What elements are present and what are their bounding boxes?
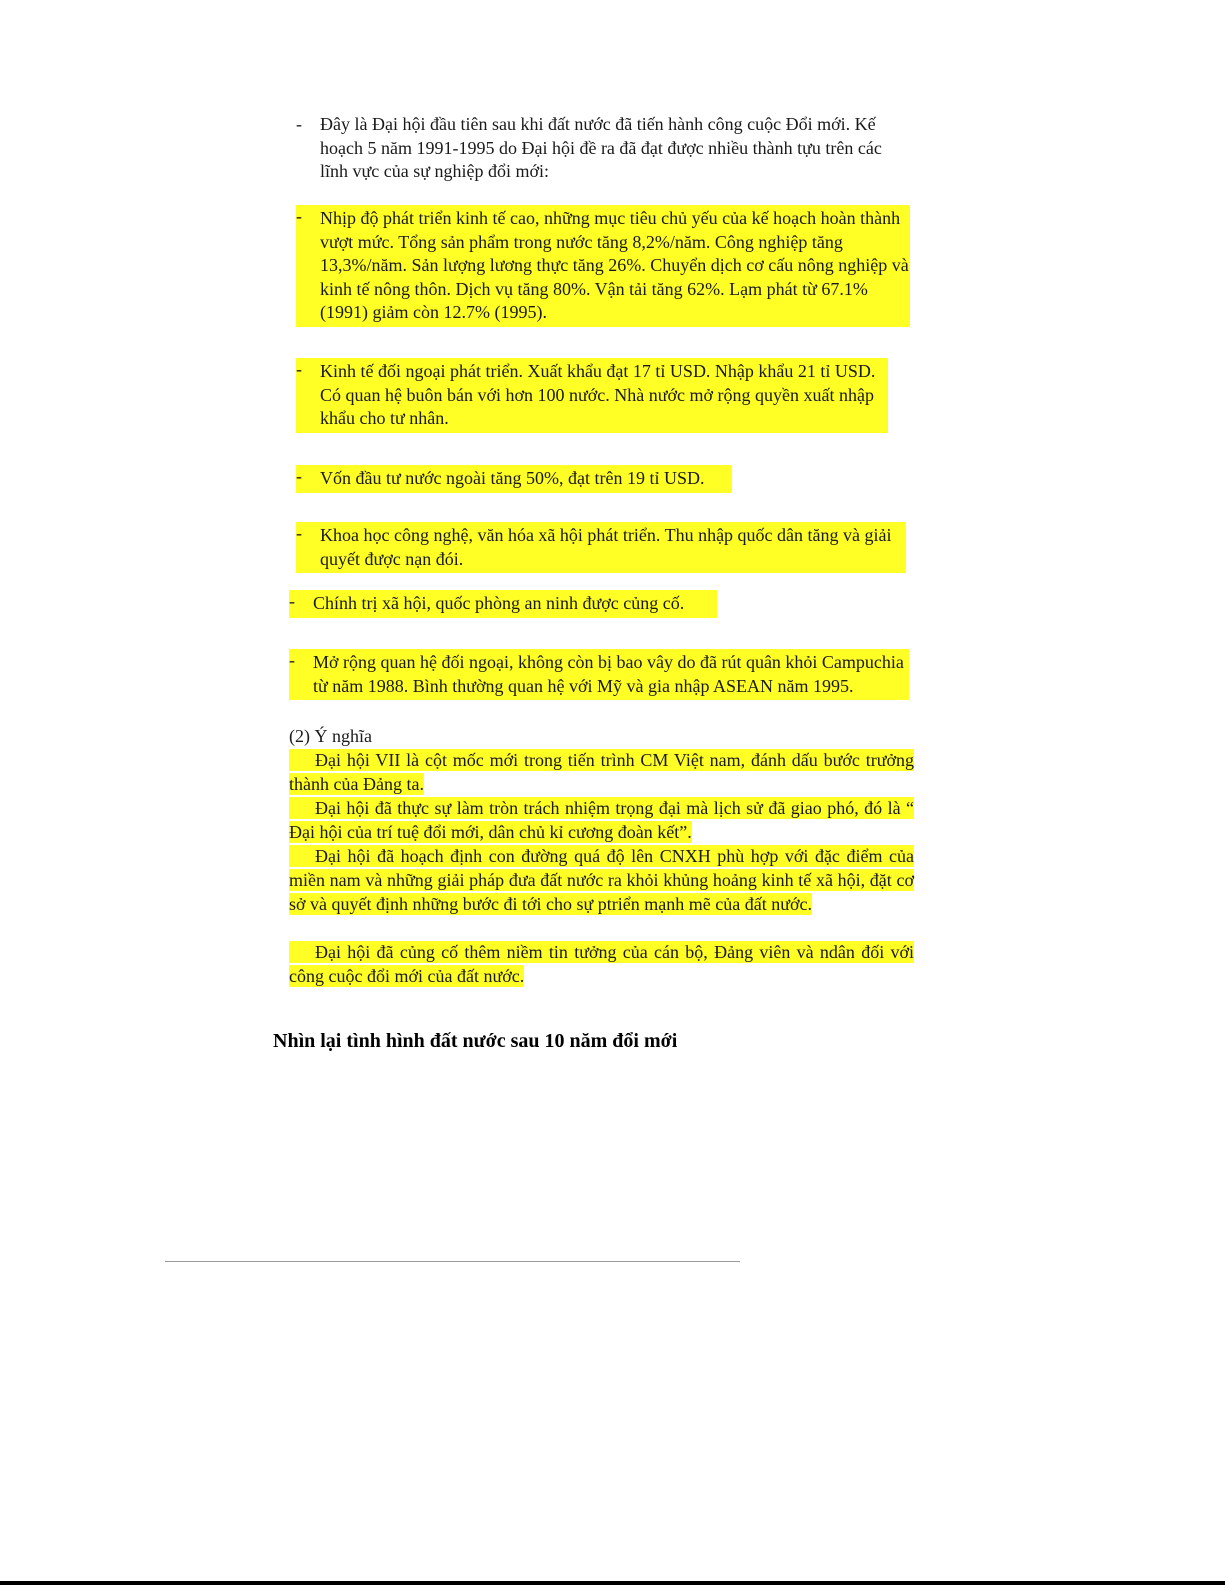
footnote-separator bbox=[165, 1261, 740, 1262]
bullet-item bbox=[296, 113, 896, 184]
bullet-item-highlighted bbox=[296, 522, 906, 573]
bullet-text: Vốn đầu tư nước ngoài tăng 50%, đạt trên 19 tỉ USD. bbox=[320, 468, 705, 488]
bullet-dash: - bbox=[296, 466, 302, 486]
bullet-text: Mở rộng quan hệ đối ngoại, không còn bị bao vây do đã rút quân khỏi Campuchia từ năm 1988. Bình thường quan hệ với Mỹ và gia nhập ASEAN năm 1995. bbox=[313, 652, 904, 696]
bullet-text: Khoa học công nghệ, văn hóa xã hội phát triển. Thu nhập quốc dân tăng và giải quyết được nạn đói. bbox=[320, 525, 892, 569]
meaning-paragraph bbox=[289, 844, 914, 916]
bullet-text: Kinh tế đối ngoại phát triển. Xuất khẩu đạt 17 tỉ USD. Nhập khẩu 21 tỉ USD. Có quan hệ buôn bán với hơn 100 nước. Nhà nước mở rộng quyền xuất nhập khẩu cho tư nhân. bbox=[320, 361, 876, 428]
section-heading: Nhìn lại tình hình đất nước sau 10 năm đổi mới bbox=[273, 1030, 678, 1052]
bullet-dash: - bbox=[289, 650, 295, 670]
bullet-dash: - bbox=[296, 114, 302, 134]
bullet-item-highlighted bbox=[296, 358, 888, 433]
bullet-item-highlighted bbox=[289, 649, 909, 700]
bullet-item-highlighted bbox=[289, 590, 717, 618]
bullet-item-highlighted bbox=[296, 205, 910, 327]
meaning-paragraph bbox=[289, 940, 914, 988]
bullet-dash: - bbox=[289, 591, 295, 611]
paragraph-text: Đại hội đã củng cố thêm niềm tin tưởng của cán bộ, Đảng viên và ndân đối với công cuộc đổi mới của đất nước. bbox=[289, 942, 914, 986]
meaning-paragraph bbox=[289, 796, 914, 844]
paragraph-text: Đại hội đã hoạch định con đường quá độ lên CNXH phù hợp với đặc điểm của miền nam và những giải pháp đưa đất nước ra khỏi khủng hoảng kinh tế xã hội, đặt cơ sở và quyết định những bước đi tới cho sự ptriển mạnh mẽ của đất nước. bbox=[289, 846, 914, 914]
bullet-dash: - bbox=[296, 206, 302, 226]
paragraph-text: Đại hội đã thực sự làm tròn trách nhiệm trọng đại mà lịch sử đã giao phó, đó là “ Đại hội của trí tuệ đổi mới, dân chủ kỉ cương đoàn kết”. bbox=[289, 798, 914, 842]
bullet-dash: - bbox=[296, 359, 302, 379]
bullet-dash: - bbox=[296, 523, 302, 543]
paragraph-text: Đại hội VII là cột mốc mới trong tiến trình CM Việt nam, đánh dấu bước trưởng thành của Đảng ta. bbox=[289, 750, 914, 794]
bullet-text: Chính trị xã hội, quốc phòng an ninh được củng cố. bbox=[313, 593, 685, 613]
bullet-text: Đây là Đại hội đầu tiên sau khi đất nước đã tiến hành công cuộc Đổi mới. Kế hoạch 5 năm 1991-1995 do Đại hội đề ra đã đạt được nhiều thành tựu trên các lĩnh vực của sự nghiệp đổi mới: bbox=[320, 114, 882, 181]
section-label: (2) Ý nghĩa bbox=[289, 726, 372, 746]
page-bottom-border bbox=[0, 1581, 1225, 1585]
bullet-item-highlighted bbox=[296, 465, 732, 493]
bullet-text: Nhịp độ phát triển kinh tế cao, những mục tiêu chủ yếu của kế hoạch hoàn thành vượt mức. Tổng sản phẩm trong nước tăng 8,2%/năm. Công nghiệp tăng 13,3%/năm. Sản lượng lương thực tăng 26%. Chuyển dịch cơ cấu nông nghiệp và kinh tế nông thôn. Dịch vụ tăng 80%. Vận tải tăng 62%. Lạm phát từ 67.1% (1991) giảm còn 12.7% (1995). bbox=[320, 208, 909, 322]
meaning-paragraph bbox=[289, 748, 914, 796]
